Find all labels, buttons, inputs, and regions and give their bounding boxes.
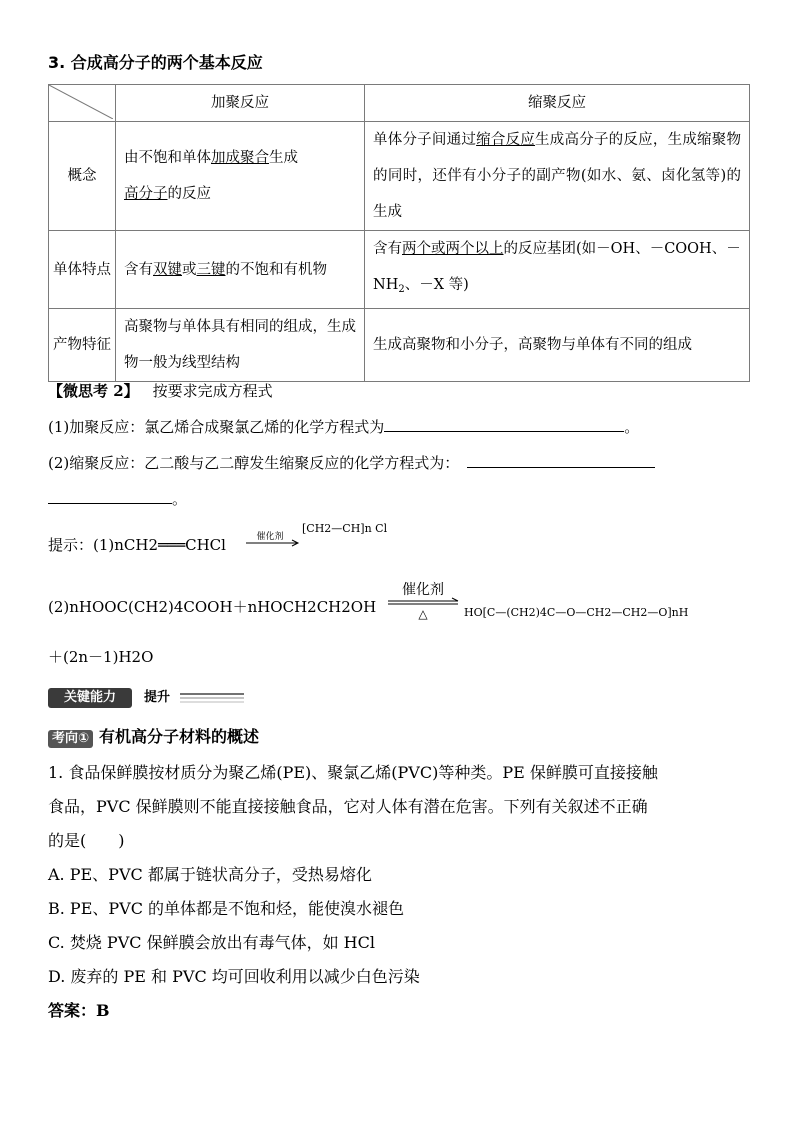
eq2-catalyst-label: 催化剂 — [402, 582, 444, 598]
answer-line — [48, 994, 748, 1028]
table-row — [49, 122, 750, 231]
eq2-heat-label: △ — [418, 607, 428, 620]
eq1-reactant: (1)nCH2═══CHCl — [93, 536, 226, 554]
hint-eq2 — [48, 596, 376, 617]
addition-concept — [116, 122, 365, 231]
condensation-concept — [365, 122, 750, 231]
underlined-term: 双键 — [153, 261, 182, 278]
stripe-decor-icon — [180, 692, 244, 704]
kaoxiang-title: 有机高分子材料的概述 — [99, 727, 260, 746]
eq1-product-text: [CH2—CH]n Cl — [302, 522, 388, 535]
text-segment: 的反应 — [167, 186, 211, 202]
text-segment: 生成 — [269, 150, 298, 166]
text-segment: 或 — [182, 261, 197, 278]
q1-end: 。 — [624, 418, 640, 436]
answer-label: 答案： — [48, 1001, 97, 1020]
question-stem — [48, 756, 748, 1028]
section-title: 3. 合成高分子的两个基本反应 — [48, 53, 263, 72]
text-segment: 的不饱和有机物 — [225, 261, 327, 278]
subscript: 2 — [398, 284, 405, 295]
tag-light: 提升 — [143, 690, 170, 705]
condensation-product: 生成高聚物和小分子，高聚物与单体有不同的组成 — [365, 309, 750, 382]
text-segment: 由不饱和单体 — [124, 150, 211, 166]
text-segment: 单体分子间通过 — [373, 132, 477, 148]
underlined-term: 两个或两个以上 — [402, 241, 504, 257]
diagonal-line-icon — [49, 85, 113, 119]
header-addition: 加聚反应 — [116, 85, 365, 122]
option-c[interactable]: C. 焚烧 PVC 保鲜膜会放出有毒气体，如 HCl — [48, 933, 375, 952]
think-q2 — [48, 452, 655, 473]
q2-text: (2)缩聚反应：乙二酸与乙二醇发生缩聚反应的化学方程式为： — [48, 454, 460, 472]
kaoxiang-heading — [48, 724, 259, 748]
row-label: 概念 — [49, 122, 116, 231]
underlined-term: 加成聚合 — [211, 150, 269, 166]
text-segment: 含有 — [373, 241, 402, 257]
answer-blank[interactable] — [467, 467, 655, 468]
answer-value: B — [96, 1001, 110, 1020]
hint-label: 提示： — [48, 536, 94, 554]
text-segment: 、－X 等) — [404, 277, 469, 293]
eq2-tail: ＋(2n－1)H2O — [48, 648, 154, 666]
option-b[interactable]: B. PE、PVC 的单体都是不饱和烃，能使溴水褪色 — [48, 899, 405, 918]
condensation-monomer — [365, 231, 750, 309]
table-header-row — [49, 85, 750, 122]
q1-text: (1)加聚反应：氯乙烯合成聚氯乙烯的化学方程式为 — [48, 418, 385, 436]
addition-monomer — [116, 231, 365, 309]
catalyst-arrow-icon — [244, 528, 300, 550]
stem-line: 的是( ) — [48, 831, 125, 850]
eq2-product-text: HO[C—(CH2)4C—O—CH2—CH2—O]nH — [464, 606, 689, 619]
text-segment: 含有 — [124, 261, 153, 278]
addition-product: 高聚物与单体具有相同的组成，生成物一般为线型结构 — [116, 309, 365, 382]
option-a[interactable]: A. PE、PVC 都属于链状高分子，受热易熔化 — [48, 865, 372, 884]
stem-line: 1. 食品保鲜膜按材质分为聚乙烯(PE)、聚氯乙烯(PVC)等种类。PE 保鲜膜可直接接触 — [48, 763, 658, 782]
comparison-table — [48, 84, 750, 382]
row-label: 产物特征 — [49, 309, 116, 382]
underlined-term: 缩合反应 — [476, 132, 536, 148]
table-row — [49, 309, 750, 382]
option-d[interactable]: D. 废弃的 PE 和 PVC 均可回收利用以减少白色污染 — [48, 967, 420, 986]
catalyst-heat-arrow-icon — [386, 580, 460, 620]
tag-dark: 关键能力 — [48, 688, 132, 708]
think-q1 — [48, 416, 639, 437]
stem-line: 食品，PVC 保鲜膜则不能直接接触食品，它对人体有潜在危害。下列有关叙述不正确 — [48, 797, 648, 816]
underlined-term: 高分子 — [124, 186, 168, 202]
q2-end: 。 — [172, 490, 188, 508]
think-q2-cont — [48, 488, 187, 509]
think-prompt: 按要求完成方程式 — [152, 382, 273, 400]
header-condensation: 缩聚反应 — [365, 85, 750, 122]
text-segment: 的反应基团(如－OH、－COOH、－NH — [373, 241, 741, 293]
think-heading — [48, 380, 273, 401]
row-label: 单体特点 — [49, 231, 116, 309]
diagonal-header-cell — [49, 85, 116, 122]
kaoxiang-badge: 考向① — [48, 730, 93, 748]
think-title: 【微思考 2】 — [48, 382, 139, 400]
eq2-reactant: (2)nHOOC(CH2)4COOH＋nHOCH2CH2OH — [48, 598, 377, 616]
answer-blank[interactable] — [384, 431, 624, 432]
table-row — [49, 231, 750, 309]
hint-eq1 — [48, 534, 226, 555]
answer-blank[interactable] — [48, 503, 172, 504]
eq2-product — [464, 582, 688, 619]
eq1-product — [302, 522, 387, 536]
eq1-catalyst-label: 催化剂 — [256, 532, 284, 542]
text-segment: 生成高分子的反应，生成缩聚物的同时，还伴有小分子的副产物(如水、氨、卤化氢等)的生成 — [373, 132, 742, 220]
underlined-term: 三键 — [196, 261, 226, 278]
